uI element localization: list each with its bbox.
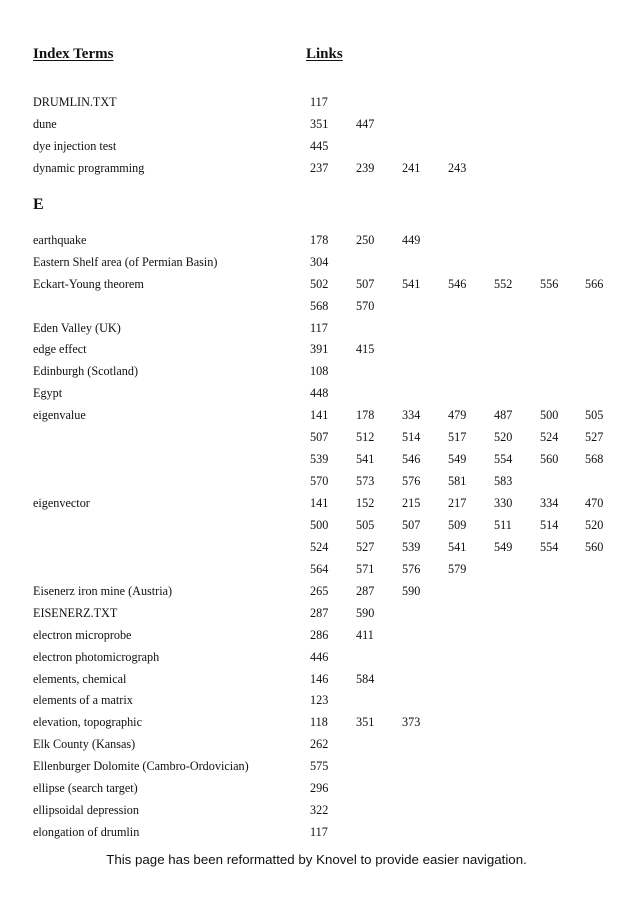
page-link[interactable]: 564	[310, 561, 329, 576]
page-link[interactable]: 415	[356, 342, 375, 357]
index-entry-row	[0, 383, 633, 405]
page-link[interactable]: 514	[540, 517, 559, 532]
page-link[interactable]: 554	[494, 452, 513, 467]
index-term: Eden Valley (UK)	[33, 320, 121, 335]
index-term: Ellenburger Dolomite (Cambro-Ordovician)	[33, 759, 249, 774]
page-link[interactable]: 549	[448, 452, 467, 467]
page-link[interactable]: 541	[402, 276, 421, 291]
page-link[interactable]: 108	[310, 364, 329, 379]
page-link[interactable]: 250	[356, 232, 375, 247]
index-entry-row	[0, 318, 633, 340]
index-term: elevation, topographic	[33, 715, 142, 730]
page-link[interactable]: 296	[310, 781, 329, 796]
page-link[interactable]: 554	[540, 539, 559, 554]
page-link[interactable]: 215	[402, 496, 421, 510]
page-link[interactable]: 351	[310, 116, 329, 131]
index-term: ellipsoidal depression	[33, 803, 139, 818]
page-link[interactable]: 507	[310, 430, 329, 445]
links-header: Links	[306, 46, 343, 62]
index-entry-row	[0, 252, 633, 274]
index-entry-row	[0, 800, 633, 822]
page-link[interactable]: 391	[310, 342, 329, 357]
index-entry-row	[0, 712, 633, 734]
index-term: Egypt	[33, 386, 63, 401]
page-link[interactable]: 217	[448, 496, 467, 510]
page-link[interactable]: 123	[310, 693, 329, 708]
page-link[interactable]: 556	[540, 276, 559, 291]
page-link[interactable]: 560	[585, 539, 604, 554]
index-entry-row	[0, 625, 633, 647]
page-link[interactable]: 541	[356, 452, 375, 467]
index-term: EISENERZ.TXT	[33, 605, 118, 620]
index-term: eigenvalue	[33, 408, 86, 423]
page-link[interactable]: 524	[540, 430, 559, 445]
page-link[interactable]: 265	[310, 583, 329, 598]
page-link[interactable]: 509	[448, 517, 467, 532]
page-link[interactable]: 579	[448, 561, 467, 576]
page-link[interactable]: 505	[356, 517, 375, 532]
page-link[interactable]: 549	[494, 539, 513, 554]
page-link[interactable]: 527	[585, 430, 604, 445]
index-entry-row	[0, 405, 633, 427]
page-link[interactable]: 502	[310, 276, 329, 291]
page-link[interactable]: 449	[402, 232, 421, 247]
index-entry-row	[0, 114, 633, 136]
page-link[interactable]: 146	[310, 671, 329, 686]
page-link[interactable]: 590	[402, 583, 421, 598]
index-entry-row	[0, 361, 633, 383]
knovel-footer-note: This page has been reformatted by Knovel to provide easier navigation.	[106, 852, 527, 867]
page-link[interactable]: 117	[310, 825, 328, 840]
page-link[interactable]: 546	[448, 276, 467, 291]
page-link[interactable]: 287	[356, 583, 375, 598]
page-link[interactable]: 584	[356, 671, 375, 686]
page-link[interactable]: 541	[448, 539, 467, 554]
section-letter-row	[0, 194, 633, 230]
page-link[interactable]: 322	[310, 803, 329, 818]
page-link[interactable]: 539	[402, 539, 421, 554]
page-link[interactable]: 446	[310, 649, 329, 664]
page-link[interactable]: 178	[356, 408, 375, 423]
page-link[interactable]: 330	[494, 496, 513, 510]
index-term: Eckart-Young theorem	[33, 276, 144, 291]
page-link[interactable]: 470	[585, 496, 604, 510]
index-entry-row	[0, 734, 633, 756]
page-link[interactable]: 570	[356, 298, 375, 313]
index-term: dye injection test	[33, 138, 117, 153]
page-link[interactable]: 546	[402, 452, 421, 467]
page-link[interactable]: 118	[310, 715, 328, 730]
page-link[interactable]: 487	[494, 408, 513, 423]
index-term: ellipse (search target)	[33, 781, 138, 796]
index-entry-row	[0, 92, 633, 114]
index-term: DRUMLIN.TXT	[33, 95, 117, 109]
page-link[interactable]: 241	[402, 160, 421, 175]
page-link[interactable]: 517	[448, 430, 467, 445]
page-link[interactable]: 500	[310, 517, 329, 532]
index-entry-row	[0, 449, 633, 471]
index-entry-row	[0, 230, 633, 252]
index-terms-header: Index Terms	[33, 46, 114, 62]
page-link[interactable]: 539	[310, 452, 329, 467]
section-letter: E	[33, 195, 44, 213]
index-entry-row	[0, 274, 633, 296]
index-term: eigenvector	[33, 496, 90, 510]
index-entry-row	[0, 690, 633, 712]
page-link[interactable]: 566	[585, 276, 604, 291]
page-link[interactable]: 445	[310, 138, 329, 153]
page-link[interactable]: 507	[356, 276, 375, 291]
index-term: electron microprobe	[33, 627, 132, 642]
page-link[interactable]: 479	[448, 408, 467, 423]
index-entry-row	[0, 471, 633, 493]
index-entry-row	[0, 603, 633, 625]
page-link[interactable]: 581	[448, 474, 467, 489]
page-link[interactable]: 117	[310, 95, 328, 109]
page-link[interactable]: 575	[310, 759, 329, 774]
page-link[interactable]: 448	[310, 386, 329, 401]
page-link[interactable]: 505	[585, 408, 604, 423]
index-entry-row	[0, 158, 633, 180]
index-entry-row	[0, 339, 633, 361]
page-link[interactable]: 571	[356, 561, 375, 576]
page-link[interactable]: 500	[540, 408, 559, 423]
page-link[interactable]: 590	[356, 605, 375, 620]
index-term: elements of a matrix	[33, 693, 133, 708]
index-entry-row	[0, 822, 633, 844]
page-link[interactable]: 560	[540, 452, 559, 467]
page-link[interactable]: 239	[356, 160, 375, 175]
index-term: dune	[33, 116, 57, 131]
index-entry-row	[0, 493, 633, 515]
page-link[interactable]: 141	[310, 496, 329, 510]
page-link[interactable]: 520	[494, 430, 513, 445]
index-entry-row	[0, 515, 633, 537]
page-link[interactable]: 411	[356, 627, 374, 642]
page-link[interactable]: 524	[310, 539, 329, 554]
index-entry-row	[0, 581, 633, 603]
page-link[interactable]: 287	[310, 605, 329, 620]
page-link[interactable]: 576	[402, 561, 421, 576]
index-entry-row	[0, 559, 633, 581]
index-term: electron photomicrograph	[33, 649, 160, 664]
index-term: Edinburgh (Scotland)	[33, 364, 139, 379]
page-link[interactable]: 262	[310, 737, 329, 752]
page-link[interactable]: 334	[402, 408, 421, 423]
page-link[interactable]: 573	[356, 474, 375, 489]
page-link[interactable]: 286	[310, 627, 329, 642]
page-link[interactable]: 552	[494, 276, 513, 291]
page-link[interactable]: 527	[356, 539, 375, 554]
index-entry-row	[0, 136, 633, 158]
index-term: Eisenerz iron mine (Austria)	[33, 583, 173, 598]
page-link[interactable]: 304	[310, 254, 329, 269]
page-link[interactable]: 243	[448, 160, 467, 175]
index-term: edge effect	[33, 342, 87, 357]
page-link[interactable]: 583	[494, 474, 513, 489]
index-entry-row	[0, 647, 633, 669]
page-link[interactable]: 178	[310, 232, 329, 247]
page-link[interactable]: 511	[494, 517, 512, 532]
index-entry-row	[0, 669, 633, 691]
index-entries	[0, 92, 633, 844]
page-link[interactable]: 512	[356, 430, 375, 445]
index-entry-row	[0, 537, 633, 559]
page-link[interactable]: 334	[540, 496, 559, 510]
index-term: Elk County (Kansas)	[33, 737, 136, 752]
page-link[interactable]: 568	[585, 452, 604, 467]
index-entry-row	[0, 427, 633, 449]
page-link[interactable]: 117	[310, 320, 328, 335]
page-link[interactable]: 507	[402, 517, 421, 532]
page-link[interactable]: 576	[402, 474, 421, 489]
index-term: elements, chemical	[33, 671, 127, 686]
index-entry-row	[0, 756, 633, 778]
page-link[interactable]: 447	[356, 116, 375, 131]
page-link[interactable]: 351	[356, 715, 375, 730]
page-link[interactable]: 568	[310, 298, 329, 313]
index-term: Eastern Shelf area (of Permian Basin)	[33, 254, 218, 269]
page-link[interactable]: 237	[310, 160, 329, 175]
page-link[interactable]: 141	[310, 408, 329, 423]
page-link[interactable]: 152	[356, 496, 375, 510]
index-entry-row	[0, 778, 633, 800]
index-term: elongation of drumlin	[33, 825, 140, 840]
index-term: earthquake	[33, 232, 87, 247]
index-entry-row	[0, 296, 633, 318]
index-term: dynamic programming	[33, 160, 145, 175]
page-link[interactable]: 570	[310, 474, 329, 489]
page-link[interactable]: 373	[402, 715, 421, 730]
page-link[interactable]: 520	[585, 517, 604, 532]
page-link[interactable]: 514	[402, 430, 421, 445]
